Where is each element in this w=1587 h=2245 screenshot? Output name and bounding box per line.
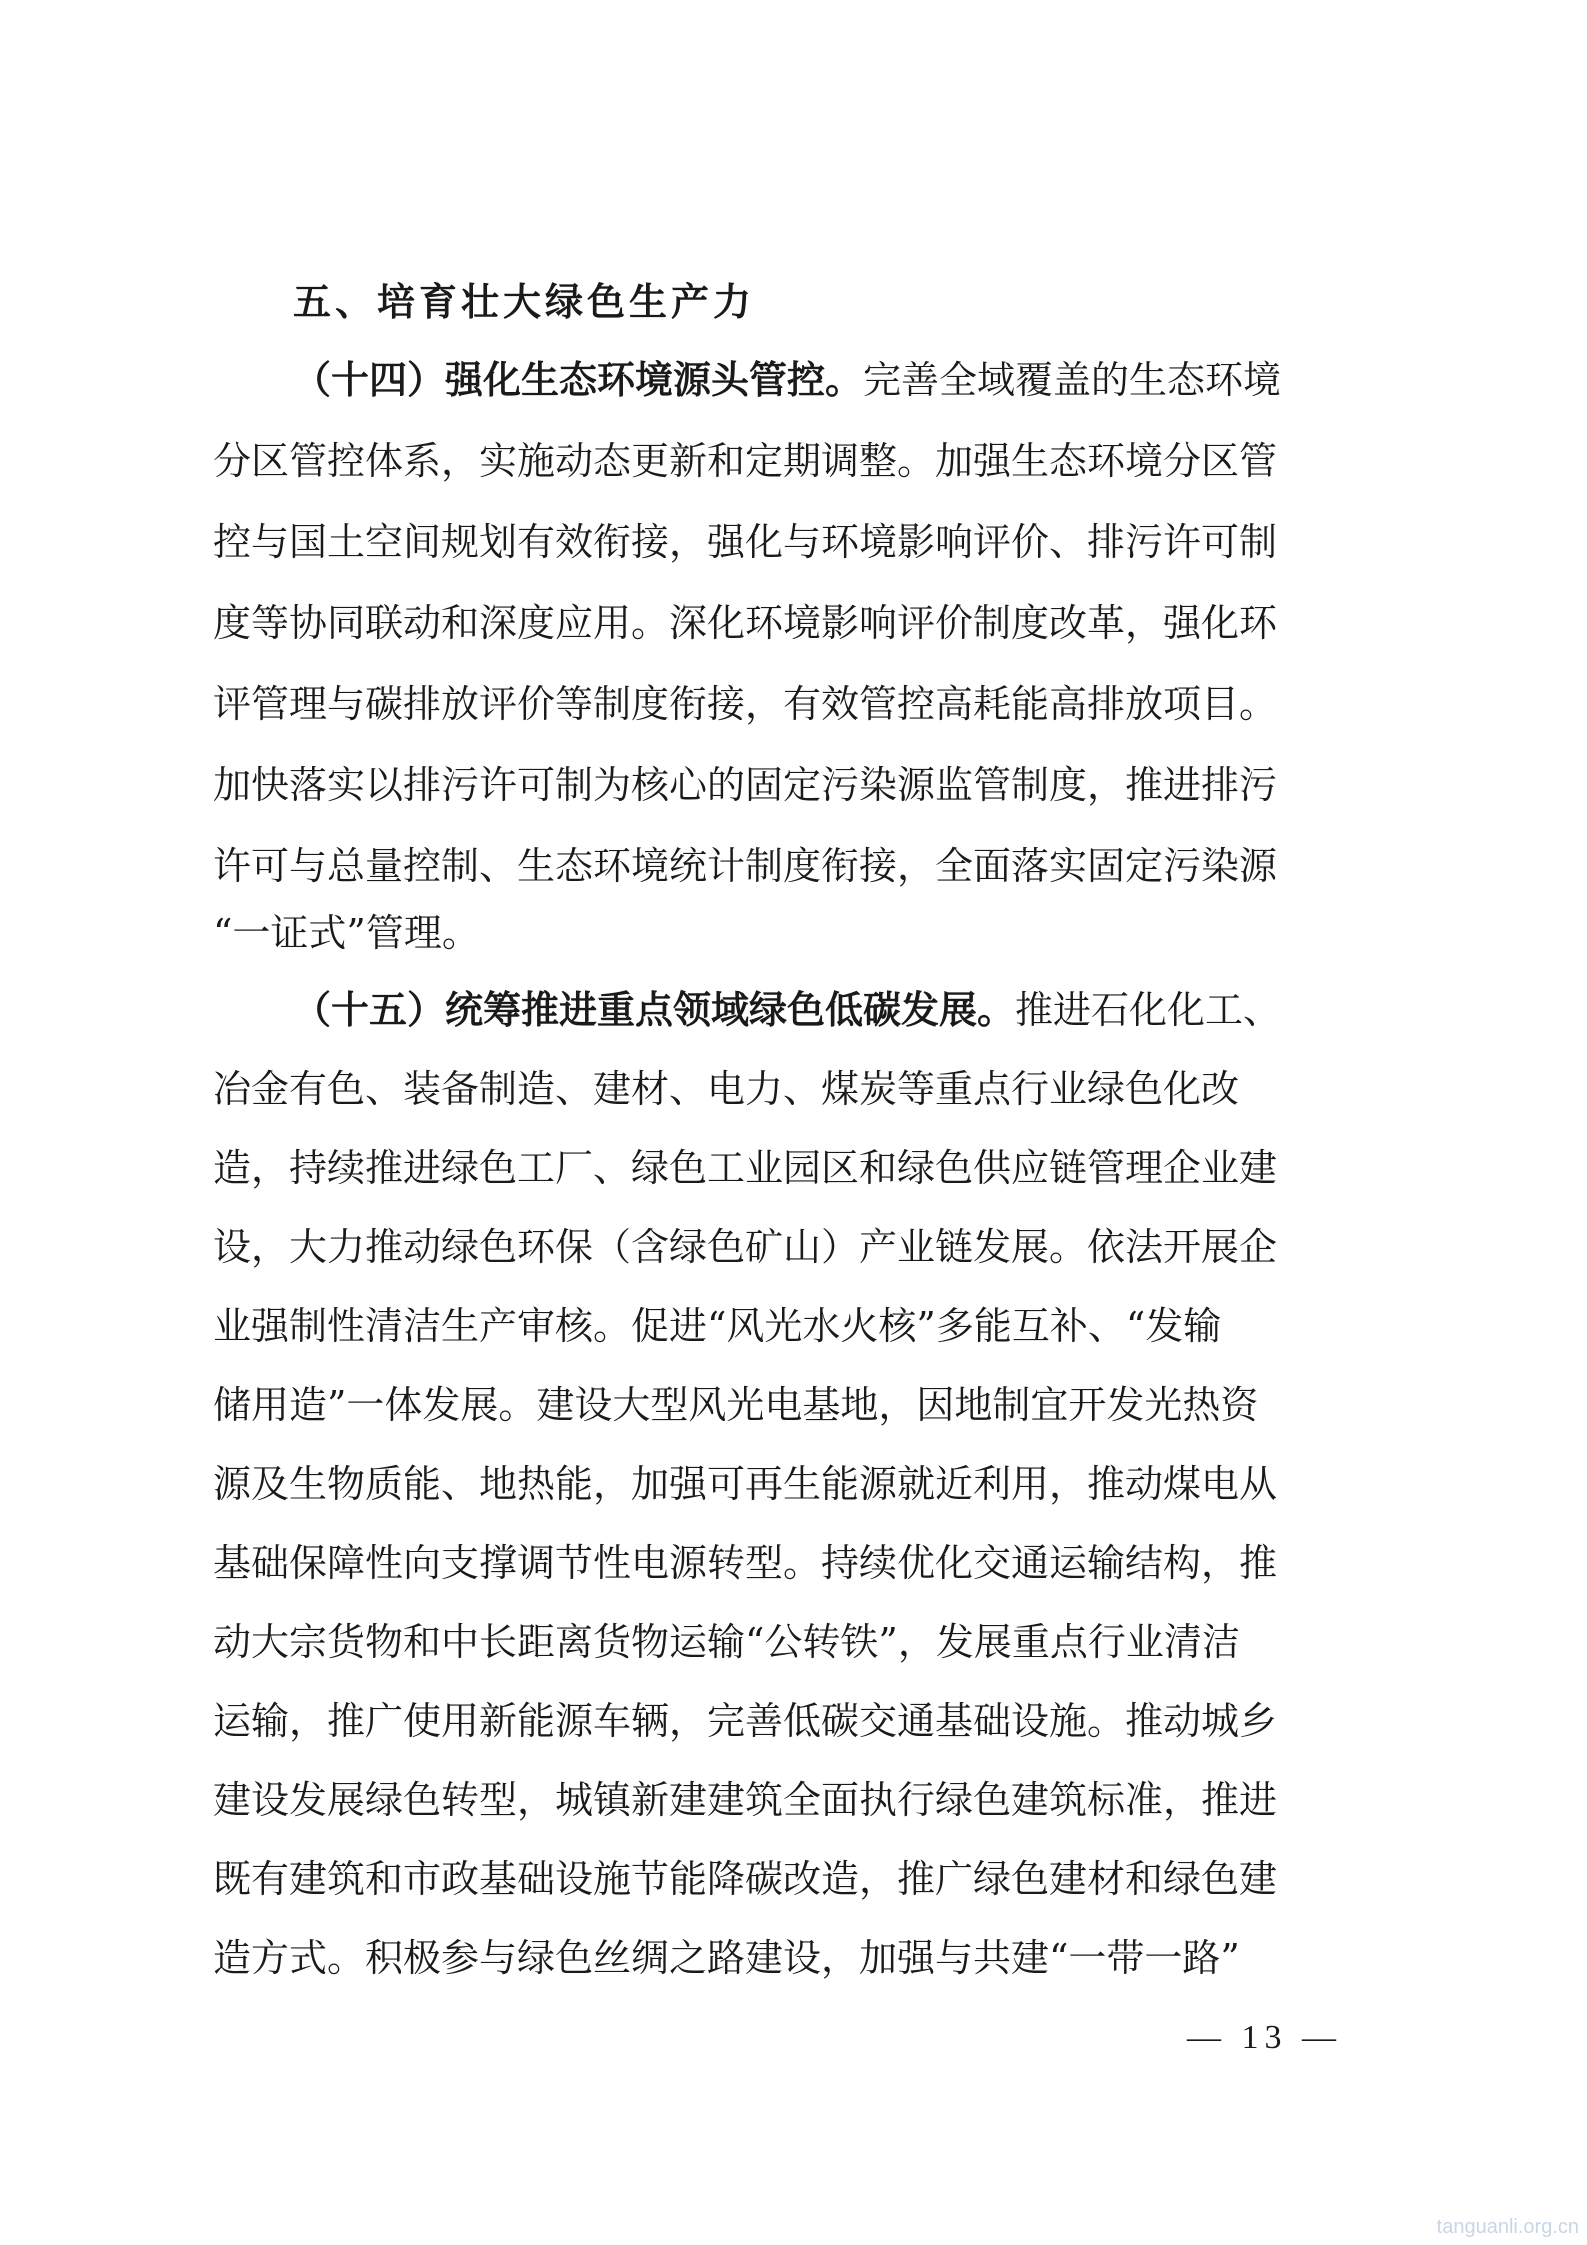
section-heading: 五、培育壮大绿色生产力 [293, 280, 756, 324]
paragraph-15-line: 既有建筑和市政基础设施节能降碳改造，推广绿色建材和绿色建 [213, 1857, 1278, 1901]
paragraph-15-line: 动大宗货物和中长距离货物运输“公转铁”，发展重点行业清洁 [213, 1620, 1240, 1664]
paragraph-15-line: 基础保障性向支撑调节性电源转型。持续优化交通运输结构，推 [213, 1541, 1278, 1585]
paragraph-15-line: 冶金有色、装备制造、建材、电力、煤炭等重点行业绿色化改 [213, 1067, 1240, 1111]
paragraph-15-text: 推进石化化工、 [1015, 988, 1282, 1032]
paragraph-15-line: 造方式。积极参与绿色丝绸之路建设，加强与共建“一带一路” [213, 1936, 1240, 1980]
paragraph-15-line: 造，持续推进绿色工厂、绿色工业园区和绿色供应链管理企业建 [213, 1146, 1278, 1190]
paragraph-15-line: 业强制性清洁生产审核。促进“风光水火核”多能互补、“发输 [213, 1304, 1222, 1348]
paragraph-15-line: 建设发展绿色转型，城镇新建建筑全面执行绿色建筑标准，推进 [213, 1778, 1278, 1822]
paragraph-15-line: 储用造”一体发展。建设大型风光电基地，因地制宜开发光热资 [213, 1383, 1259, 1427]
watermark: tanguanli.org.cn [1436, 2216, 1579, 2238]
paragraph-14-line: 许可与总量控制、生态环境统计制度衔接，全面落实固定污染源 [213, 844, 1278, 888]
paragraph-14-text: 完善全域覆盖的生态环境 [863, 358, 1282, 402]
paragraph-15-line-1 [293, 980, 1281, 1040]
paragraph-14-line: 控与国土空间规划有效衔接，强化与环境影响评价、排污许可制 [213, 520, 1278, 564]
paragraph-14-line: “一证式”管理。 [213, 911, 480, 955]
paragraph-14-line: 评管理与碳排放评价等制度衔接，有效管控高耗能高排放项目。 [213, 682, 1278, 726]
paragraph-14-lead: （十四）强化生态环境源头管控。 [293, 358, 864, 402]
paragraph-14-line: 加快落实以排污许可制为核心的固定污染源监管制度，推进排污 [213, 763, 1278, 807]
paragraph-14-line-1 [293, 350, 1281, 410]
paragraph-15-lead: （十五）统筹推进重点领域绿色低碳发展。 [293, 988, 1016, 1032]
paragraph-15-line: 设，大力推动绿色环保（含绿色矿山）产业链发展。依法开展企 [213, 1225, 1278, 1269]
paragraph-14-line: 度等协同联动和深度应用。深化环境影响评价制度改革，强化环 [213, 601, 1278, 645]
page-number: — 13 — [1187, 2019, 1342, 2056]
paragraph-15-line: 源及生物质能、地热能，加强可再生能源就近利用，推动煤电从 [213, 1462, 1278, 1506]
paragraph-15-line: 运输，推广使用新能源车辆，完善低碳交通基础设施。推动城乡 [213, 1699, 1278, 1743]
paragraph-14-line: 分区管控体系，实施动态更新和定期调整。加强生态环境分区管 [213, 439, 1278, 483]
